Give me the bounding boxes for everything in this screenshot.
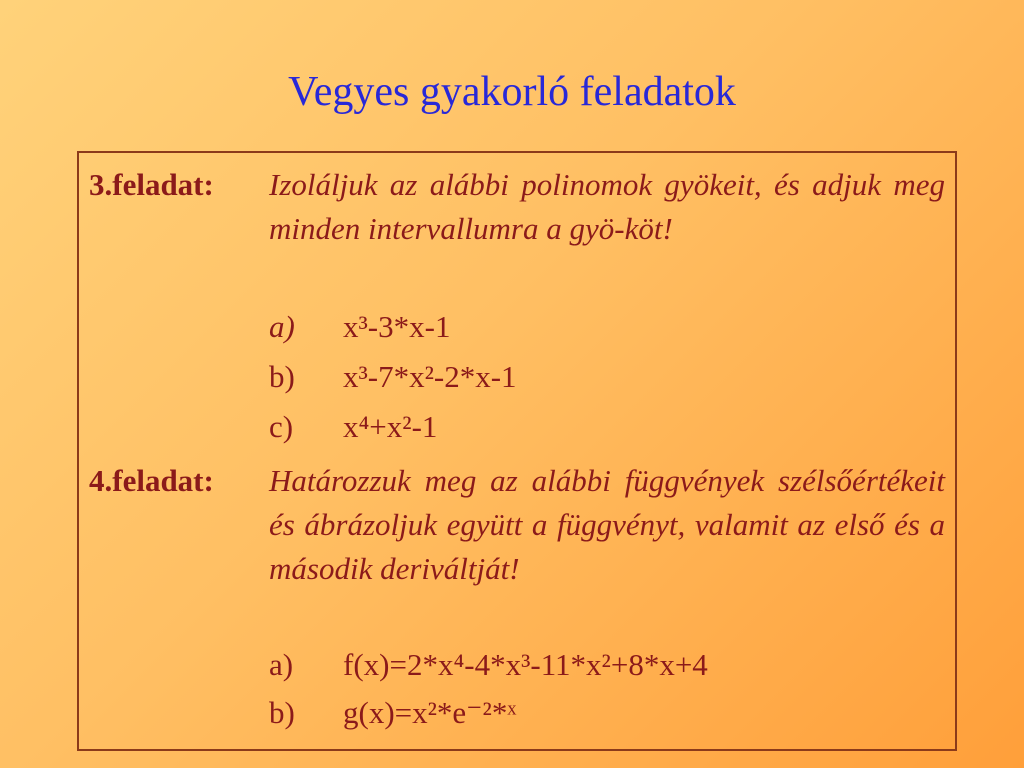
task4-item-a [269,645,708,685]
item-label: a) [269,309,295,344]
slide-title: Vegyes gyakorló feladatok [288,69,736,115]
item-expression: x⁴+x²-1 [343,409,438,444]
task4-text: Határozzuk meg az alábbi függvények szélsőértékeit és ábrázoljuk együtt a függvényt, valamit az első és a második deriváltját! [269,463,945,586]
task3-item-b [269,357,517,397]
item-label: b) [269,695,295,730]
item-expression: x³-3*x-1 [343,309,451,344]
task3-item-c [269,407,437,447]
task3-item-a [269,307,450,347]
item-label: b) [269,359,295,394]
item-label: c) [269,409,294,444]
item-expression: g(x)=x²*e⁻²*ˣ [343,695,517,730]
task3-label: 3.feladat: [89,167,214,202]
item-expression: f(x)=2*x⁴-4*x³-11*x²+8*x+4 [343,647,708,682]
item-expression: x³-7*x²-2*x-1 [343,359,517,394]
exercise-box [77,151,957,751]
task4-item-b [269,693,516,733]
task3-text: Izoláljuk az alábbi polinomok gyökeit, és adjuk meg minden intervallumra a gyö-köt! [269,167,945,246]
item-label: a) [269,647,294,682]
task4-label: 4.feladat: [89,463,214,498]
